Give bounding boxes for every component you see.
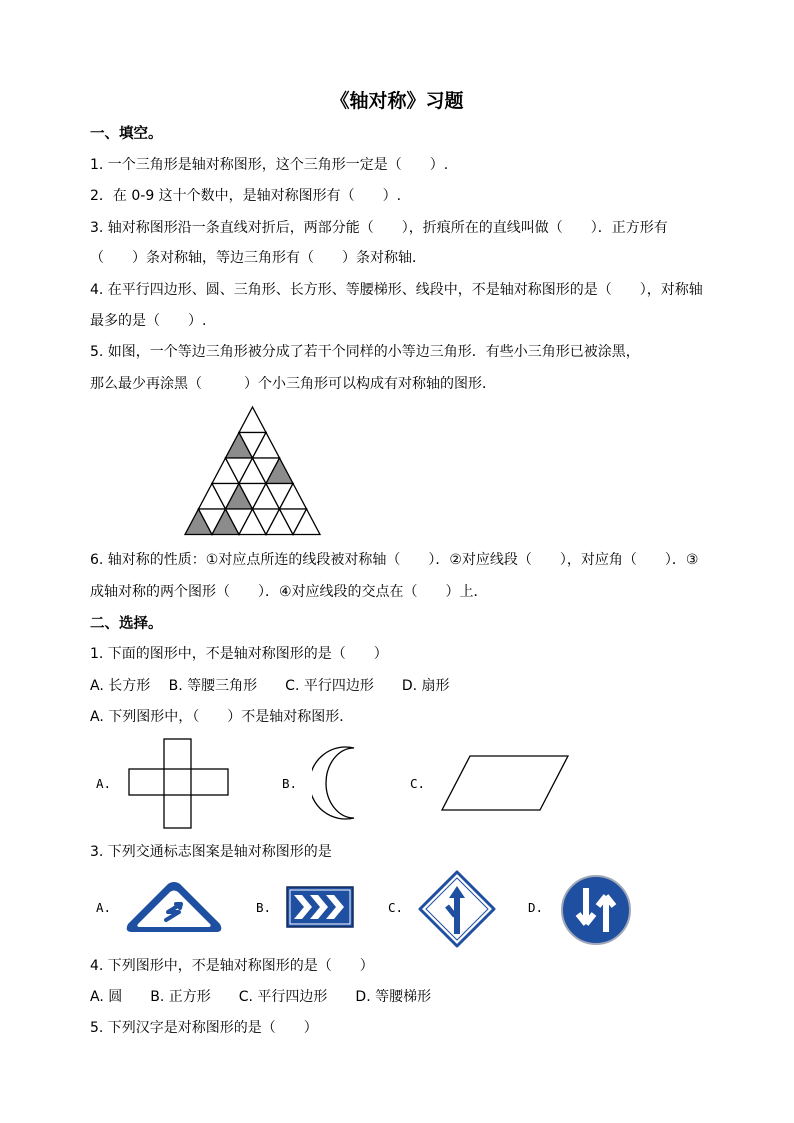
option-label-c: C.: [410, 776, 426, 791]
fill-q4-line2: 最多的是（ ）.: [90, 313, 207, 329]
sign-label-b: B.: [256, 900, 272, 915]
page-title: 《轴对称》习题: [330, 90, 464, 112]
fill-q4-line1: 4. 在平行四边形、圆、三角形、长方形、等腰梯形、线段中，不是轴对称图形的是（ ），对称轴: [90, 282, 703, 298]
fill-q3-line1: 3. 轴对称图形沿一条直线对折后，两部分能（ ），折痕所在的直线叫做（ ）．正方形有: [90, 220, 668, 236]
fill-q5-line1: 5. 如图，一个等边三角形被分成了若干个同样的小等边三角形．有些小三角形已被涂黑，: [90, 344, 640, 360]
crescent-shape: [312, 744, 368, 822]
fill-q3-line2: （ ）条对称轴，等边三角形有（ ）条对称轴．: [90, 250, 426, 266]
choice-q1: 1. 下面的图形中，不是轴对称图形的是（ ）: [90, 646, 388, 662]
diamond-merge-sign: [418, 870, 496, 948]
choice-q5: 5. 下列汉字是对称图形的是（ ）: [90, 1020, 318, 1036]
option-label-b: B.: [282, 776, 298, 791]
fill-q5-line2: 那么最少再涂黑（ ）个小三角形可以构成有对称轴的图形．: [90, 376, 496, 392]
fill-q6-line1: 6. 轴对称的性质：①对应点所连的线段被对称轴（ ）．②对应线段（ ），对应角（ ）．③: [90, 552, 699, 568]
triangle-grid-figure: [180, 404, 325, 536]
choice-q2: A. 下列图形中，（ ）不是轴对称图形．: [90, 709, 354, 725]
sign-label-d: D.: [528, 900, 544, 915]
sign-label-a: A.: [96, 900, 112, 915]
fill-q6-line2: 成轴对称的两个图形（ ）．④对应线段的交点在（ ）上．: [90, 584, 488, 600]
fill-q1: 1. 一个三角形是轴对称图形，这个三角形一定是（ ）.: [90, 157, 449, 173]
option-label-a: A.: [96, 776, 112, 791]
section2-heading: 二、选择。: [90, 616, 163, 632]
choice-q1-options: A. 长方形 B. 等腰三角形 C. 平行四边形 D. 扇形: [90, 678, 450, 694]
triangle-sign: [124, 880, 224, 934]
fill-q2: 2．在 0-9 这十个数中，是轴对称图形有（ ）.: [90, 188, 402, 204]
two-way-arrows-sign: [560, 874, 632, 946]
choice-q3: 3. 下列交通标志图案是轴对称图形的是: [90, 844, 332, 860]
section1-heading: 一、填空。: [90, 126, 163, 142]
grid-triangle-up: [239, 407, 266, 433]
sign-label-c: C.: [388, 900, 404, 915]
choice-q4-options: A. 圆 B. 正方形 C. 平行四边形 D. 等腰梯形: [90, 989, 432, 1005]
choice-q4: 4. 下列图形中，不是轴对称图形的是（ ）: [90, 958, 374, 974]
parallelogram-shape: [440, 754, 572, 812]
chevron-sign: [286, 886, 354, 928]
cross-shape: [128, 738, 230, 830]
